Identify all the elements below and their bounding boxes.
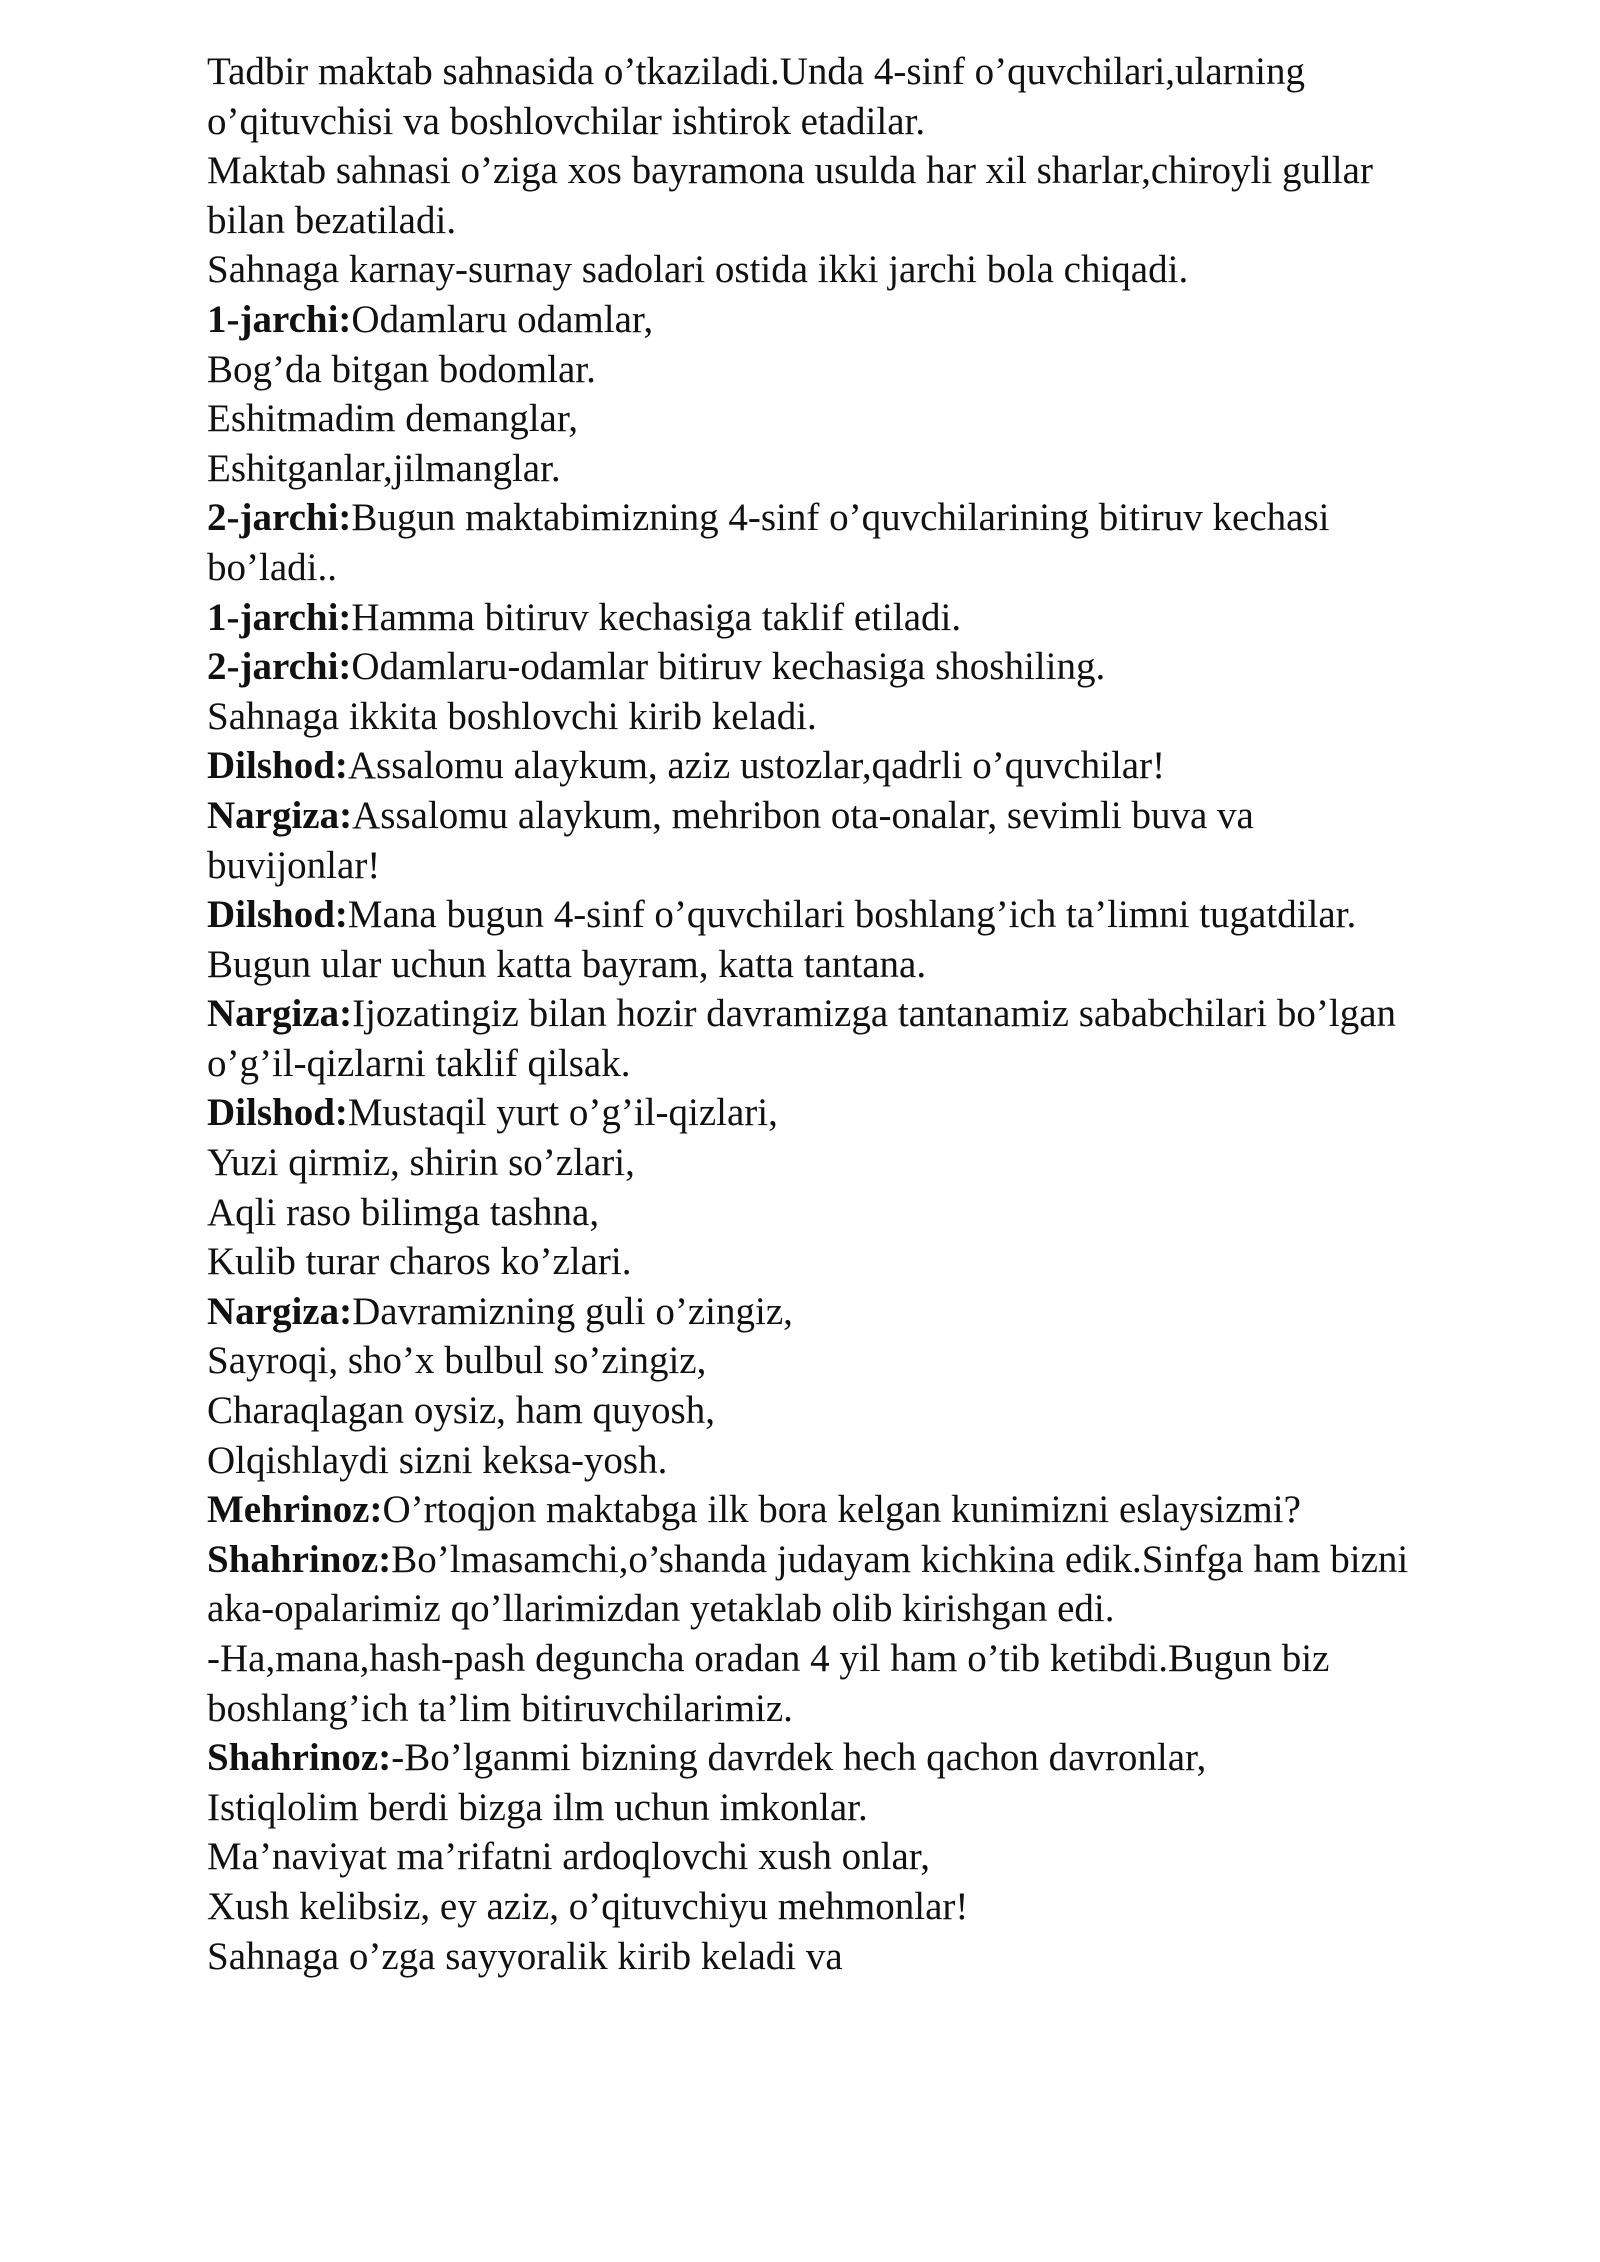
line-text: Eshitmadim demanglar, — [207, 397, 579, 441]
line-text: -Bo’lganmi bizning davrdek hech qachon davronlar, — [391, 1736, 1207, 1780]
speaker-name: 1-jarchi: — [207, 297, 352, 341]
text-line — [207, 1584, 1567, 1634]
speaker-name: Dilshod: — [207, 1091, 348, 1135]
text-line — [207, 989, 1567, 1039]
line-text: Ma’naviyat ma’rifatni ardoqlovchi xush onlar, — [207, 1835, 930, 1879]
text-line — [207, 1237, 1567, 1287]
speaker-name: 2-jarchi: — [207, 645, 352, 689]
line-text: Hamma bitiruv kechasiga taklif etiladi. — [351, 595, 962, 639]
line-text: bilan bezatiladi. — [207, 198, 457, 242]
speaker-name: Nargiza: — [207, 992, 353, 1036]
line-text: Aqli raso bilimga tashna, — [207, 1190, 600, 1234]
text-line — [207, 1733, 1567, 1783]
text-line — [207, 1932, 1567, 1982]
text-line — [207, 1386, 1567, 1436]
text-line — [207, 1436, 1567, 1486]
speaker-name: Nargiza: — [207, 1289, 353, 1333]
speaker-name: 2-jarchi: — [207, 496, 352, 540]
text-line — [207, 1039, 1567, 1089]
text-line — [207, 642, 1567, 692]
line-text: Bo’lmasamchi,o’shanda judayam kichkina edik.Sinfga ham bizni — [391, 1537, 1409, 1581]
line-text: Eshitganlar,jilmanglar. — [207, 446, 561, 490]
line-text: boshlang’ich ta’lim bitiruvchilarimiz. — [207, 1686, 793, 1730]
line-text: buvijonlar! — [207, 843, 381, 887]
text-line — [207, 741, 1567, 791]
text-line — [207, 1336, 1567, 1386]
speaker-name: Shahrinoz: — [207, 1736, 392, 1780]
line-text: Bugun ular uchun katta bayram, katta tantana. — [207, 942, 927, 986]
text-line — [207, 295, 1567, 345]
speaker-name: Nargiza: — [207, 793, 353, 837]
line-text: o’g’il-qizlarni taklif qilsak. — [207, 1041, 631, 1085]
text-line — [207, 543, 1567, 593]
speaker-name: Mehrinoz: — [207, 1488, 383, 1532]
line-text: bo’ladi.. — [207, 545, 337, 589]
line-text: Odamlaru odamlar, — [351, 297, 654, 341]
line-text: Assalomu alaykum, aziz ustozlar,qadrli o’quvchilar! — [347, 744, 1166, 788]
text-line — [207, 1882, 1567, 1932]
line-text: Yuzi qirmiz, shirin so’zlari, — [207, 1141, 635, 1185]
line-text: Maktab sahnasi o’ziga xos bayramona usulda har xil sharlar,chiroyli gullar — [207, 149, 1373, 193]
speaker-name: Shahrinoz: — [207, 1537, 392, 1581]
text-line — [207, 791, 1567, 841]
line-text: Tadbir maktab sahnasida o’tkaziladi.Unda 4-sinf o’quvchilari,ularning — [207, 50, 1305, 93]
text-line — [207, 1188, 1567, 1238]
line-text: Sayroqi, sho’x bulbul so’zingiz, — [207, 1339, 707, 1383]
line-text: Mustaqil yurt o’g’il-qizlari, — [347, 1091, 778, 1135]
speaker-name: Dilshod: — [207, 744, 348, 788]
text-line — [207, 1832, 1567, 1882]
line-text: Xush kelibsiz, ey aziz, o’qituvchiyu mehmonlar! — [207, 1884, 969, 1928]
text-line — [207, 1287, 1567, 1337]
text-line — [207, 245, 1567, 295]
speaker-name: Dilshod: — [207, 893, 348, 937]
text-line — [207, 1634, 1567, 1684]
text-line — [207, 1783, 1567, 1833]
line-text: Olqishlaydi sizni keksa-yosh. — [207, 1438, 668, 1482]
line-text: Sahnaga ikkita boshlovchi kirib keladi. — [207, 694, 817, 738]
text-line — [207, 1138, 1567, 1188]
text-line — [207, 1088, 1567, 1138]
text-line — [207, 444, 1567, 494]
text-line — [207, 97, 1567, 147]
text-line — [207, 890, 1567, 940]
line-text: Istiqlolim berdi bizga ilm uchun imkonlar. — [207, 1785, 868, 1829]
speaker-name: 1-jarchi: — [207, 595, 352, 639]
text-line — [207, 841, 1567, 891]
line-text: Bog’da bitgan bodomlar. — [207, 347, 596, 391]
text-line — [207, 345, 1567, 395]
text-line — [207, 1485, 1567, 1535]
text-line — [207, 940, 1567, 990]
text-line — [207, 196, 1567, 246]
text-line — [207, 692, 1567, 742]
line-text: Sahnaga karnay-surnay sadolari ostida ikki jarchi bola chiqadi. — [207, 248, 1189, 292]
line-text: Sahnaga o’zga sayyoralik kirib keladi va — [207, 1934, 843, 1978]
line-text: Kulib turar charos ko’zlari. — [207, 1240, 632, 1284]
text-line — [207, 1535, 1567, 1585]
text-line — [207, 47, 1567, 97]
line-text: O’rtoqjon maktabga ilk bora kelgan kunimizni eslaysizmi? — [382, 1488, 1301, 1532]
line-text: o’qituvchisi va boshlovchilar ishtirok etadilar. — [207, 99, 926, 143]
line-text: Bugun maktabimizning 4-sinf o’quvchilarining bitiruv kechasi — [351, 496, 1330, 540]
text-line — [207, 1684, 1567, 1734]
line-text: Assalomu alaykum, mehribon ota-onalar, sevimli buva va — [352, 793, 1254, 837]
text-line — [207, 146, 1567, 196]
document-body — [207, 47, 1567, 1981]
line-text: -Ha,mana,hash-pash deguncha oradan 4 yil ham o’tib ketibdi.Bugun biz — [207, 1637, 1330, 1680]
line-text: Ijozatingiz bilan hozir davramizga tantanamiz sababchilari bo’lgan — [352, 992, 1397, 1036]
line-text: Mana bugun 4-sinf o’quvchilari boshlang’ich ta’limni tugatdilar. — [347, 893, 1357, 937]
line-text: aka-opalarimiz qo’llarimizdan yetaklab olib kirishgan edi. — [207, 1587, 1115, 1631]
line-text: Odamlaru-odamlar bitiruv kechasiga shoshiling. — [351, 645, 1106, 689]
text-line — [207, 593, 1567, 643]
line-text: Davramizning guli o’zingiz, — [352, 1289, 793, 1333]
line-text: Charaqlagan oysiz, ham quyosh, — [207, 1389, 715, 1433]
text-line — [207, 493, 1567, 543]
text-line — [207, 394, 1567, 444]
